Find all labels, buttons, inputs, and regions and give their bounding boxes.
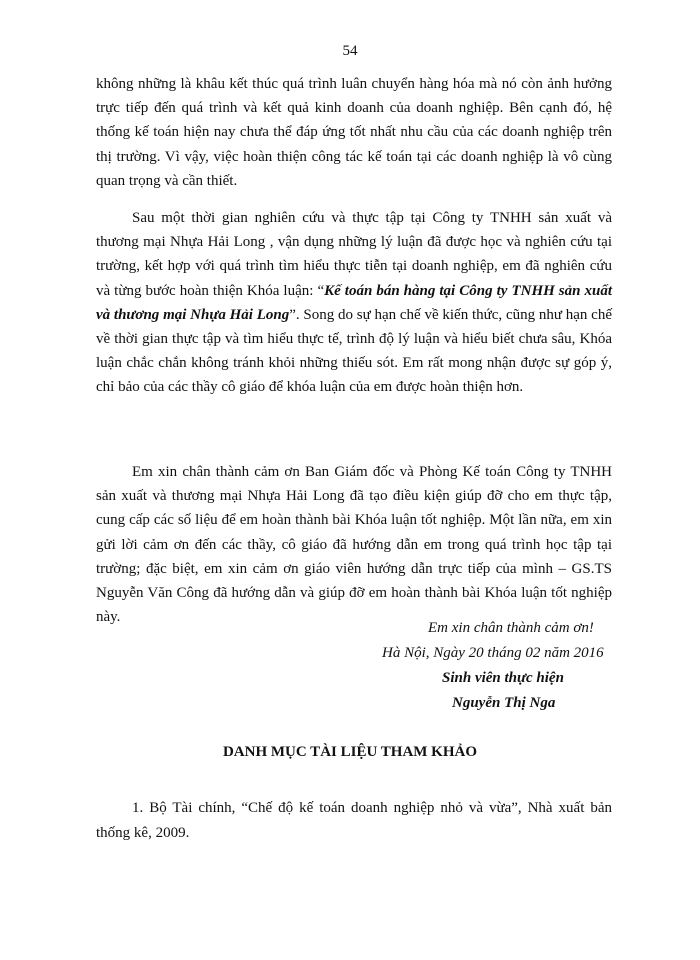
- references-heading: DANH MỤC TÀI LIỆU THAM KHẢO: [222, 744, 478, 760]
- signature-place-date: Hà Nội, Ngày 20 tháng 02 năm 2016: [382, 645, 604, 661]
- paragraph-research-text-before: Sau một thời gian nghiên cứu và thực tập tại Công ty TNHH sản xuất và thương mại Nhựa Hải Long , vận dụng những lý luận đã được học và nghiên cứu tại trường, kết hợp với quá trình tìm hiểu thực tiễn tại doanh nghiệp, em đã nghiên cứu và từng bước hoàn thiện Khóa luận: “: [96, 210, 612, 299]
- paragraph-research-text-after: ”. Song do sự hạn chế về kiến thức, cũng như hạn chế về thời gian thực tập và tìm hiểu thực tế, trình độ lý luận và hiểu biết chưa sâu, Khóa luận chắc chắn không tránh khỏi những thiếu sót. Em rất mong nhận được sự góp ý, chỉ bảo của các thầy cô giáo để khóa luận của em được hoàn thiện hơn.: [96, 306, 612, 396]
- reference-item: 1. Bộ Tài chính, “Chế độ kế toán doanh nghiệp nhỏ và vừa”, Nhà xuất bản thống kê, 2009.: [96, 800, 612, 841]
- page-number: 54: [342, 43, 358, 59]
- signature-name: Nguyễn Thị Nga: [452, 695, 556, 711]
- signature-role: Sinh viên thực hiện: [442, 670, 564, 686]
- paragraph-intro: không những là khâu kết thúc quá trình luân chuyển hàng hóa mà nó còn ảnh hưởng trực tiếp đến quá trình và kết quả kinh doanh của doanh nghiệp. Bên cạnh đó, hệ thống kế toán hiện nay chưa thể đáp ứng tốt nhất nhu cầu của các doanh nghiệp trên thị trường. Vì vậy, việc hoàn thiện công tác kế toán tại các doanh nghiệp là vô cùng quan trọng và cần thiết.: [96, 76, 612, 189]
- signature-thanks: Em xin chân thành cảm ơn!: [428, 620, 594, 636]
- paragraph-acknowledgement: Em xin chân thành cảm ơn Ban Giám đốc và Phòng Kế toán Công ty TNHH sản xuất và thương mại Nhựa Hải Long đã tạo điều kiện giúp đỡ cho em thực tập, cung cấp các số liệu để em hoàn thành bài Khóa luận tốt nghiệp. Một lần nữa, em xin gửi lời cảm ơn đến các thầy, cô giáo đã hướng dẫn em trong quá trình học tập tại trường; đặc biệt, em xin cảm ơn giáo viên hướng dẫn trực tiếp của mình – GS.TS Nguyễn Văn Công đã hướng dẫn và giúp đỡ em hoàn thành bài Khóa luận tốt nghiệp này.: [96, 464, 612, 626]
- paragraph-research: [96, 206, 612, 400]
- thesis-title: Kế toán bán hàng tại Công ty TNHH sản xuất và thương mại Nhựa Hải Long: [96, 282, 613, 323]
